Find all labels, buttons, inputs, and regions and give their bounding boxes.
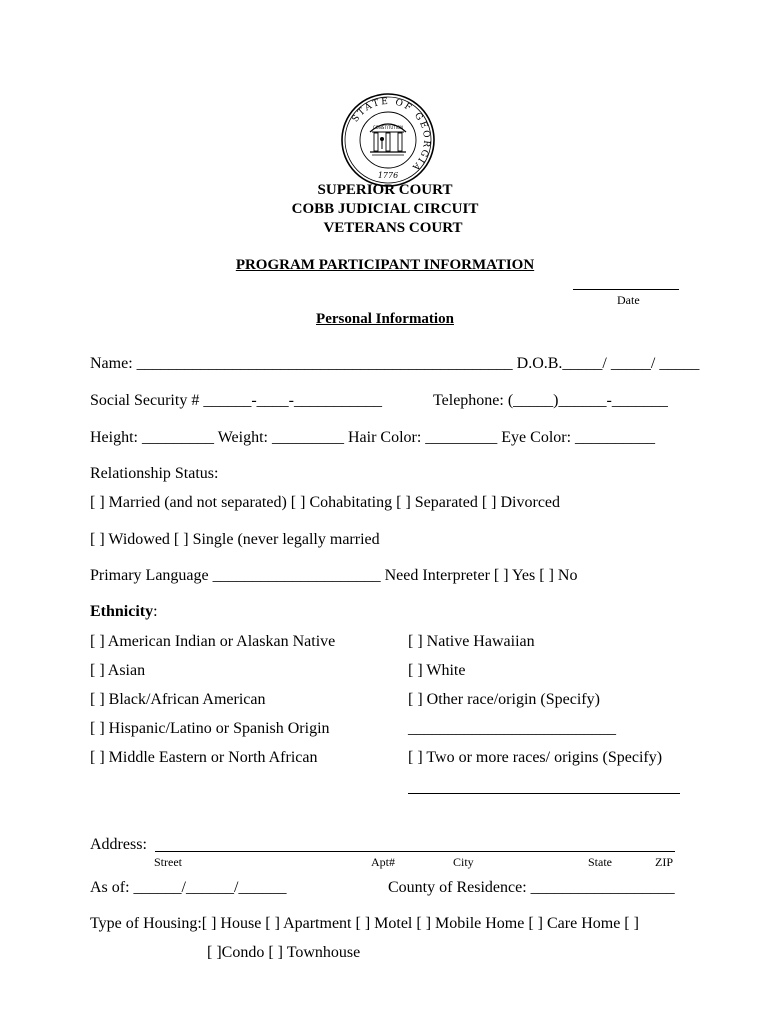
telephone-field[interactable]: Telephone: (_____)______-_______	[433, 392, 668, 409]
address-apt-label: Apt#	[371, 855, 395, 869]
county-of-residence-field[interactable]: County of Residence: __________________	[388, 879, 675, 896]
ethnicity-option[interactable]: [ ] Two or more races/ origins (Specify)	[408, 749, 663, 766]
court-name: SUPERIOR COURT	[317, 182, 453, 198]
housing-type-row2[interactable]: [ ]Condo [ ] Townhouse	[207, 944, 361, 961]
svg-text:CONSTITUTION: CONSTITUTION	[372, 125, 404, 130]
other-race-specify-line[interactable]: __________________________	[408, 720, 616, 737]
as-of-date-field[interactable]: As of: ______/______/______	[90, 879, 287, 896]
state-seal-logo	[340, 92, 436, 188]
primary-language-field[interactable]: Primary Language _____________________ Need Interpreter [ ] Yes [ ] No	[90, 567, 578, 584]
date-label: Date	[617, 293, 640, 307]
relationship-options-row1[interactable]: [ ] Married (and not separated) [ ] Cohabitating [ ] Separated [ ] Divorced	[90, 494, 561, 511]
ethnicity-option[interactable]: [ ] Middle Eastern or North African	[90, 749, 318, 766]
physical-description-field[interactable]: Height: _________ Weight: _________ Hair Color: _________ Eye Color: __________	[90, 429, 656, 446]
division-name: VETERANS COURT	[323, 220, 463, 236]
address-zip-label: ZIP	[655, 855, 673, 869]
ethnicity-label: Ethnicity	[90, 603, 154, 620]
address-state-label: State	[588, 855, 612, 869]
ethnicity-option[interactable]: [ ] Native Hawaiian	[408, 633, 535, 650]
ethnicity-colon: :	[153, 603, 158, 620]
ethnicity-option[interactable]: [ ] Black/African American	[90, 691, 266, 708]
ssn-field[interactable]: Social Security # ______-____-___________	[90, 392, 382, 409]
name-dob-field[interactable]: Name: _______________________________________________ D.O.B._____/ _____/ _____	[90, 355, 700, 372]
ethnicity-option[interactable]: [ ] Asian	[90, 662, 146, 679]
housing-type-row1[interactable]: Type of Housing:[ ] House [ ] Apartment [ ] Motel [ ] Mobile Home [ ] Care Home [ ]	[90, 915, 639, 932]
svg-text:1776: 1776	[377, 171, 399, 180]
date-line[interactable]	[573, 289, 679, 290]
circuit-name: COBB JUDICIAL CIRCUIT	[291, 201, 479, 217]
ethnicity-option[interactable]: [ ] Other race/origin (Specify)	[408, 691, 600, 708]
address-label: Address:	[90, 836, 147, 853]
relationship-status-label: Relationship Status:	[90, 465, 219, 482]
address-city-label: City	[453, 855, 474, 869]
address-line[interactable]	[155, 851, 675, 852]
relationship-options-row2[interactable]: [ ] Widowed [ ] Single (never legally married	[90, 531, 380, 548]
two-or-more-races-specify-line[interactable]	[408, 793, 680, 794]
address-street-label: Street	[154, 855, 182, 869]
svg-text:STATE OF GEORGIA: STATE OF GEORGIA	[350, 96, 432, 174]
form-title: PROGRAM PARTICIPANT INFORMATION	[235, 257, 535, 273]
ethnicity-heading	[90, 603, 158, 621]
section-personal-information: Personal Information	[316, 311, 454, 327]
ethnicity-option[interactable]: [ ] American Indian or Alaskan Native	[90, 633, 336, 650]
ethnicity-option[interactable]: [ ] White	[408, 662, 466, 679]
ethnicity-option[interactable]: [ ] Hispanic/Latino or Spanish Origin	[90, 720, 330, 737]
